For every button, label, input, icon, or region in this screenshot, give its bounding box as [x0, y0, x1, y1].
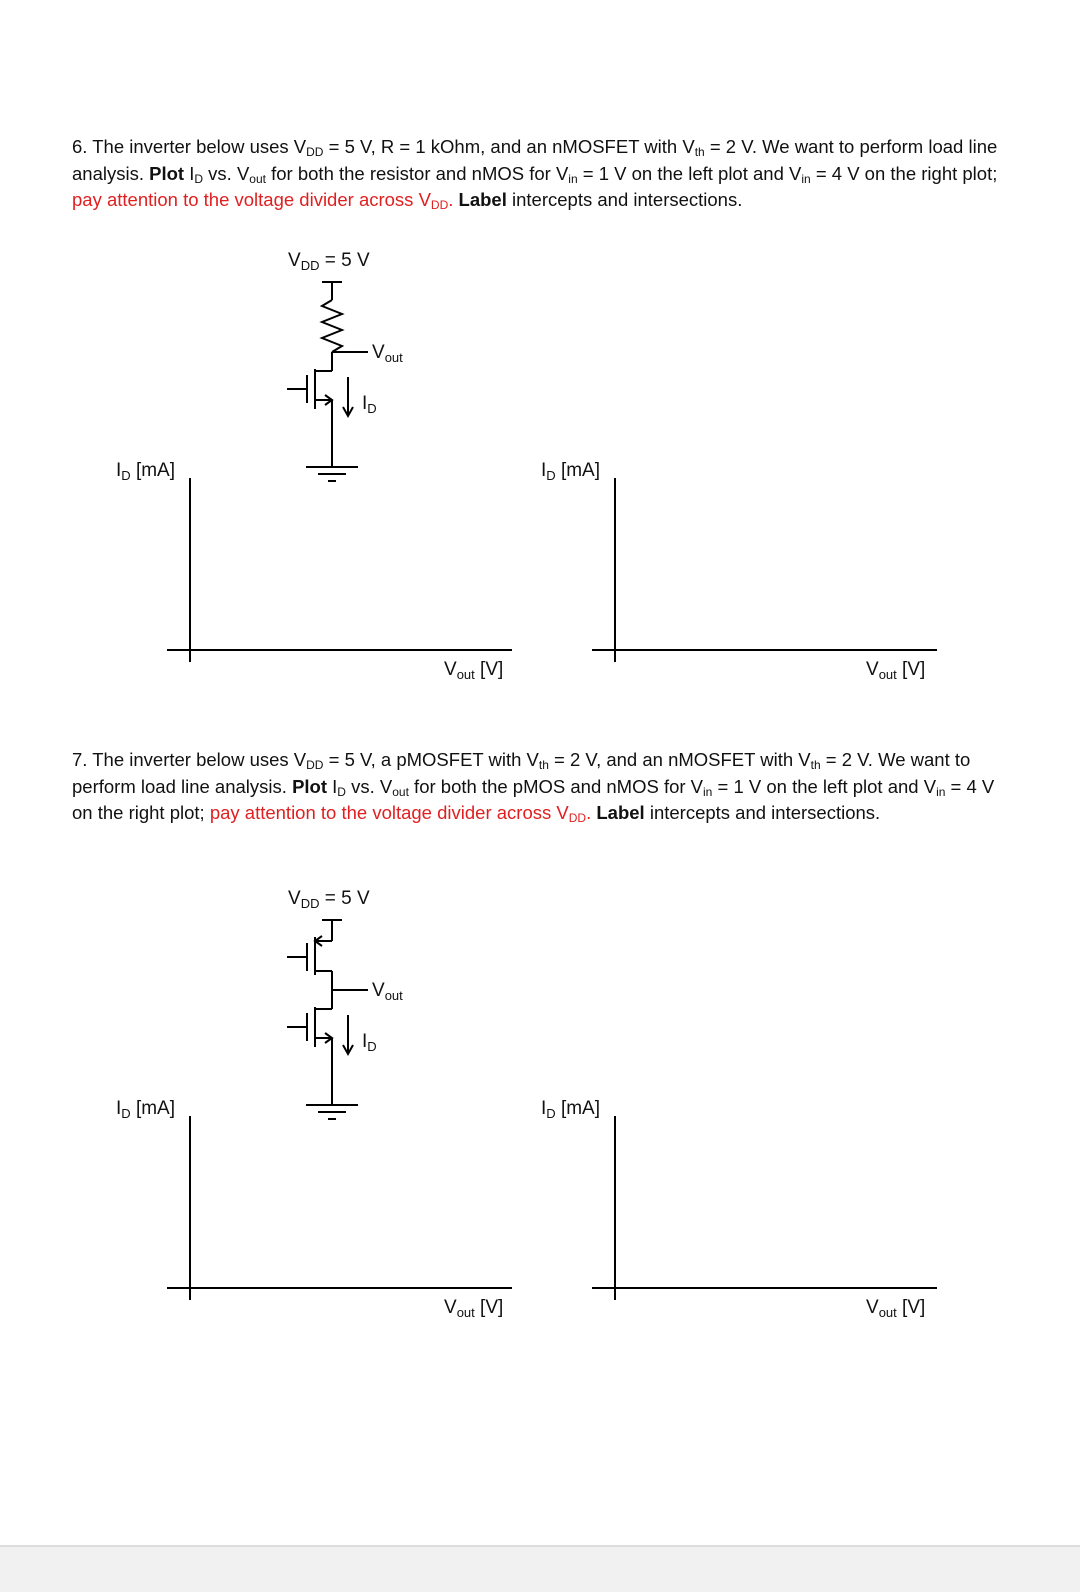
- vdd-label: $V_{DD} = 5$ V: [288, 250, 370, 273]
- id-label: $I_D$: [362, 1031, 377, 1054]
- plot-6-right-axes: [585, 470, 945, 670]
- red-hint: pay attention to the voltage divider across $V_{DD}$.: [209, 802, 592, 825]
- plot-7-right-axes: [585, 1108, 945, 1308]
- cmos-inverter-diagram: [270, 913, 390, 1133]
- red-hint: pay attention to the voltage divider across $V_{DD}$.: [72, 189, 454, 212]
- plot-7-left-axes: [160, 1108, 520, 1308]
- x-axis-label: $V_{out}$ [V]: [866, 1297, 926, 1320]
- vout-label: $V_{out}$: [372, 342, 403, 365]
- problem-6-text: 6. The inverter below uses $V_{DD} = 5$ V, R = 1 kOhm, and an nMOSFET with $V_{th} = 2$ V. We want to perform load line analysis. Plot $I_D$ vs. $V_{out}$ for both the resistor and nMOS for $V_{in} = 1$ V on the left plot and $V_{in} = 4$ V on the right plot; pay attention to the voltage divider across $V_{DD}$. Label intercepts and intersections.: [72, 136, 998, 212]
- plot-6-left-axes: [160, 470, 520, 670]
- x-axis-label: $V_{out}$ [V]: [444, 1297, 504, 1320]
- y-axis-label: $I_D$ [mA]: [541, 460, 601, 483]
- y-axis-label: $I_D$ [mA]: [116, 1098, 176, 1121]
- y-axis-label: $I_D$ [mA]: [541, 1098, 601, 1121]
- y-axis-label: $I_D$ [mA]: [116, 460, 176, 483]
- viewer-bottom-bar: [0, 1545, 1080, 1592]
- id-label: $I_D$: [362, 393, 377, 416]
- vout-label: $V_{out}$: [372, 980, 403, 1003]
- resistor-nmos-inverter-diagram: [270, 275, 390, 495]
- x-axis-label: $V_{out}$ [V]: [866, 659, 926, 682]
- x-axis-label: $V_{out}$ [V]: [444, 659, 504, 682]
- vdd-label: $V_{DD} = 5$ V: [288, 888, 370, 911]
- problem-7-text: 7. The inverter below uses $V_{DD} = 5$ V, a pMOSFET with $V_{th} = 2$ V, and an nMOSFET with $V_{th} = 2$ V. We want to perform load line analysis. Plot $I_D$ vs. $V_{out}$ for both the pMOS and nMOS for $V_{in} = 1$ V on the left plot and $V_{in} = 4$ V on the right plot; pay attention to the voltage divider across $V_{DD}$. Label intercepts and intersections.: [72, 749, 995, 825]
